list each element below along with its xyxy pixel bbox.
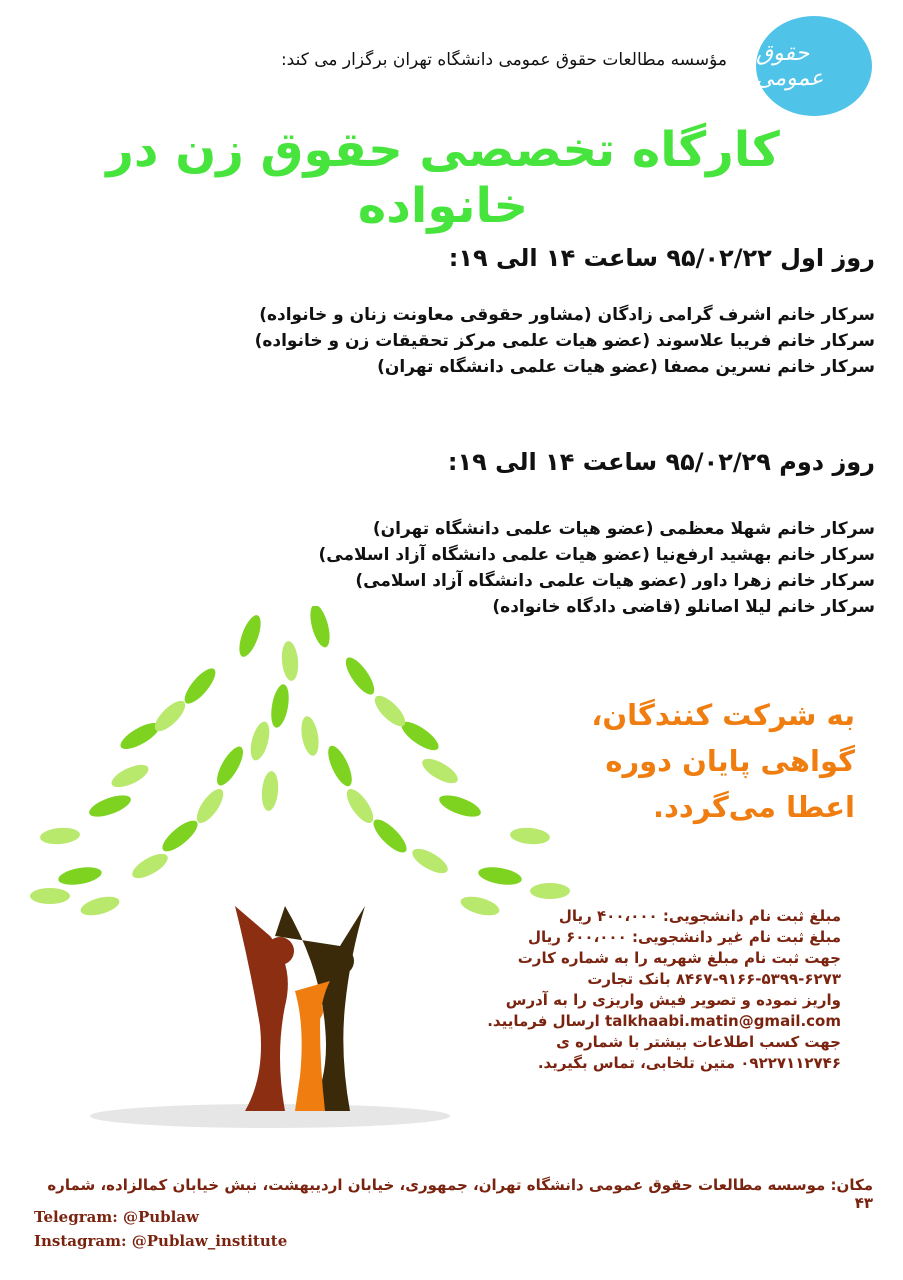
card-number-line: ۸۴۶۷-۹۱۶۶-۵۳۹۹-۶۲۷۳ بانک تجارت xyxy=(587,970,841,988)
day1-heading: روز اول ۹۵/۰۲/۲۲ ساعت ۱۴ الی ۱۹: xyxy=(448,244,875,272)
registration-line: جهت ثبت نام مبلغ شهریه را به شماره کارت xyxy=(517,949,841,967)
speaker-item: سرکار خانم شهلا معظمی (عضو هیات علمی دانشگاه تهران) xyxy=(372,519,875,539)
certificate-line: گواهی پایان دوره xyxy=(605,744,855,778)
day2-heading: روز دوم ۹۵/۰۲/۲۹ ساعت ۱۴ الی ۱۹: xyxy=(447,448,875,476)
speaker-item: سرکار خانم زهرا داور (عضو هیات علمی دانشگاه آزاد اسلامی) xyxy=(355,571,875,591)
fee-line: مبلغ ثبت نام دانشجویی: ۴۰۰،۰۰۰ ریال xyxy=(558,907,841,925)
speaker-item: سرکار خانم نسرین مصفا (عضو هیات علمی دانشگاه تهران) xyxy=(377,357,875,377)
tree-trunk-figures xyxy=(235,906,365,1111)
registration-line: واریز نموده و تصویر فیش واریزی را به آدرس xyxy=(505,991,841,1009)
instagram-handle: Instagram: @Publaw_institute xyxy=(34,1232,288,1250)
speaker-item: سرکار خانم لیلا اصانلو (قاضی دادگاه خانواده) xyxy=(492,597,875,617)
fee-line: مبلغ ثبت نام غیر دانشجویی: ۶۰۰،۰۰۰ ریال xyxy=(527,928,841,946)
day1-speaker-list xyxy=(175,302,875,380)
phone-line: ۰۹۲۲۷۱۱۲۷۴۶ متین تلخابی، تماس بگیرید. xyxy=(537,1054,841,1072)
contact-line: جهت کسب اطلاعات بیشتر با شماره ی xyxy=(556,1033,841,1051)
page-title: کارگاه تخصصی حقوق زن در خانواده xyxy=(106,122,780,234)
leaves xyxy=(30,606,570,919)
speaker-item: سرکار خانم بهشید ارفع‌نیا (عضو هیات علمی دانشگاه آزاد اسلامی) xyxy=(318,545,875,565)
email-line: talkhaabi.matin@gmail.com ارسال فرمایید. xyxy=(487,1012,841,1030)
day2-speaker-list xyxy=(175,516,875,620)
logo-text: حقوق عمومی xyxy=(756,41,824,91)
venue-address: مکان: موسسه مطالعات حقوق عمومی دانشگاه تهران، جمهوری، خیابان اردیبهشت، نبش خیابان کمالزاده، شماره ۴۳ xyxy=(47,1176,873,1212)
telegram-handle: Telegram: @Publaw xyxy=(34,1208,199,1226)
speaker-item: سرکار خانم فریبا علاسوند (عضو هیات علمی مرکز تحقیقات زن و خانواده) xyxy=(254,331,875,351)
speaker-item: سرکار خانم اشرف گرامی زادگان (مشاور حقوقی معاونت زنان و خانواده) xyxy=(259,305,875,325)
registration-info xyxy=(421,906,841,1074)
certificate-line: به شرکت کنندگان، xyxy=(591,698,855,732)
certificate-line: اعطا می‌گردد. xyxy=(653,790,855,824)
organizer-line: مؤسسه مطالعات حقوق عمومی دانشگاه تهران برگزار می کند: xyxy=(280,50,727,70)
institute-logo xyxy=(756,16,872,116)
certificate-notice xyxy=(555,692,855,830)
